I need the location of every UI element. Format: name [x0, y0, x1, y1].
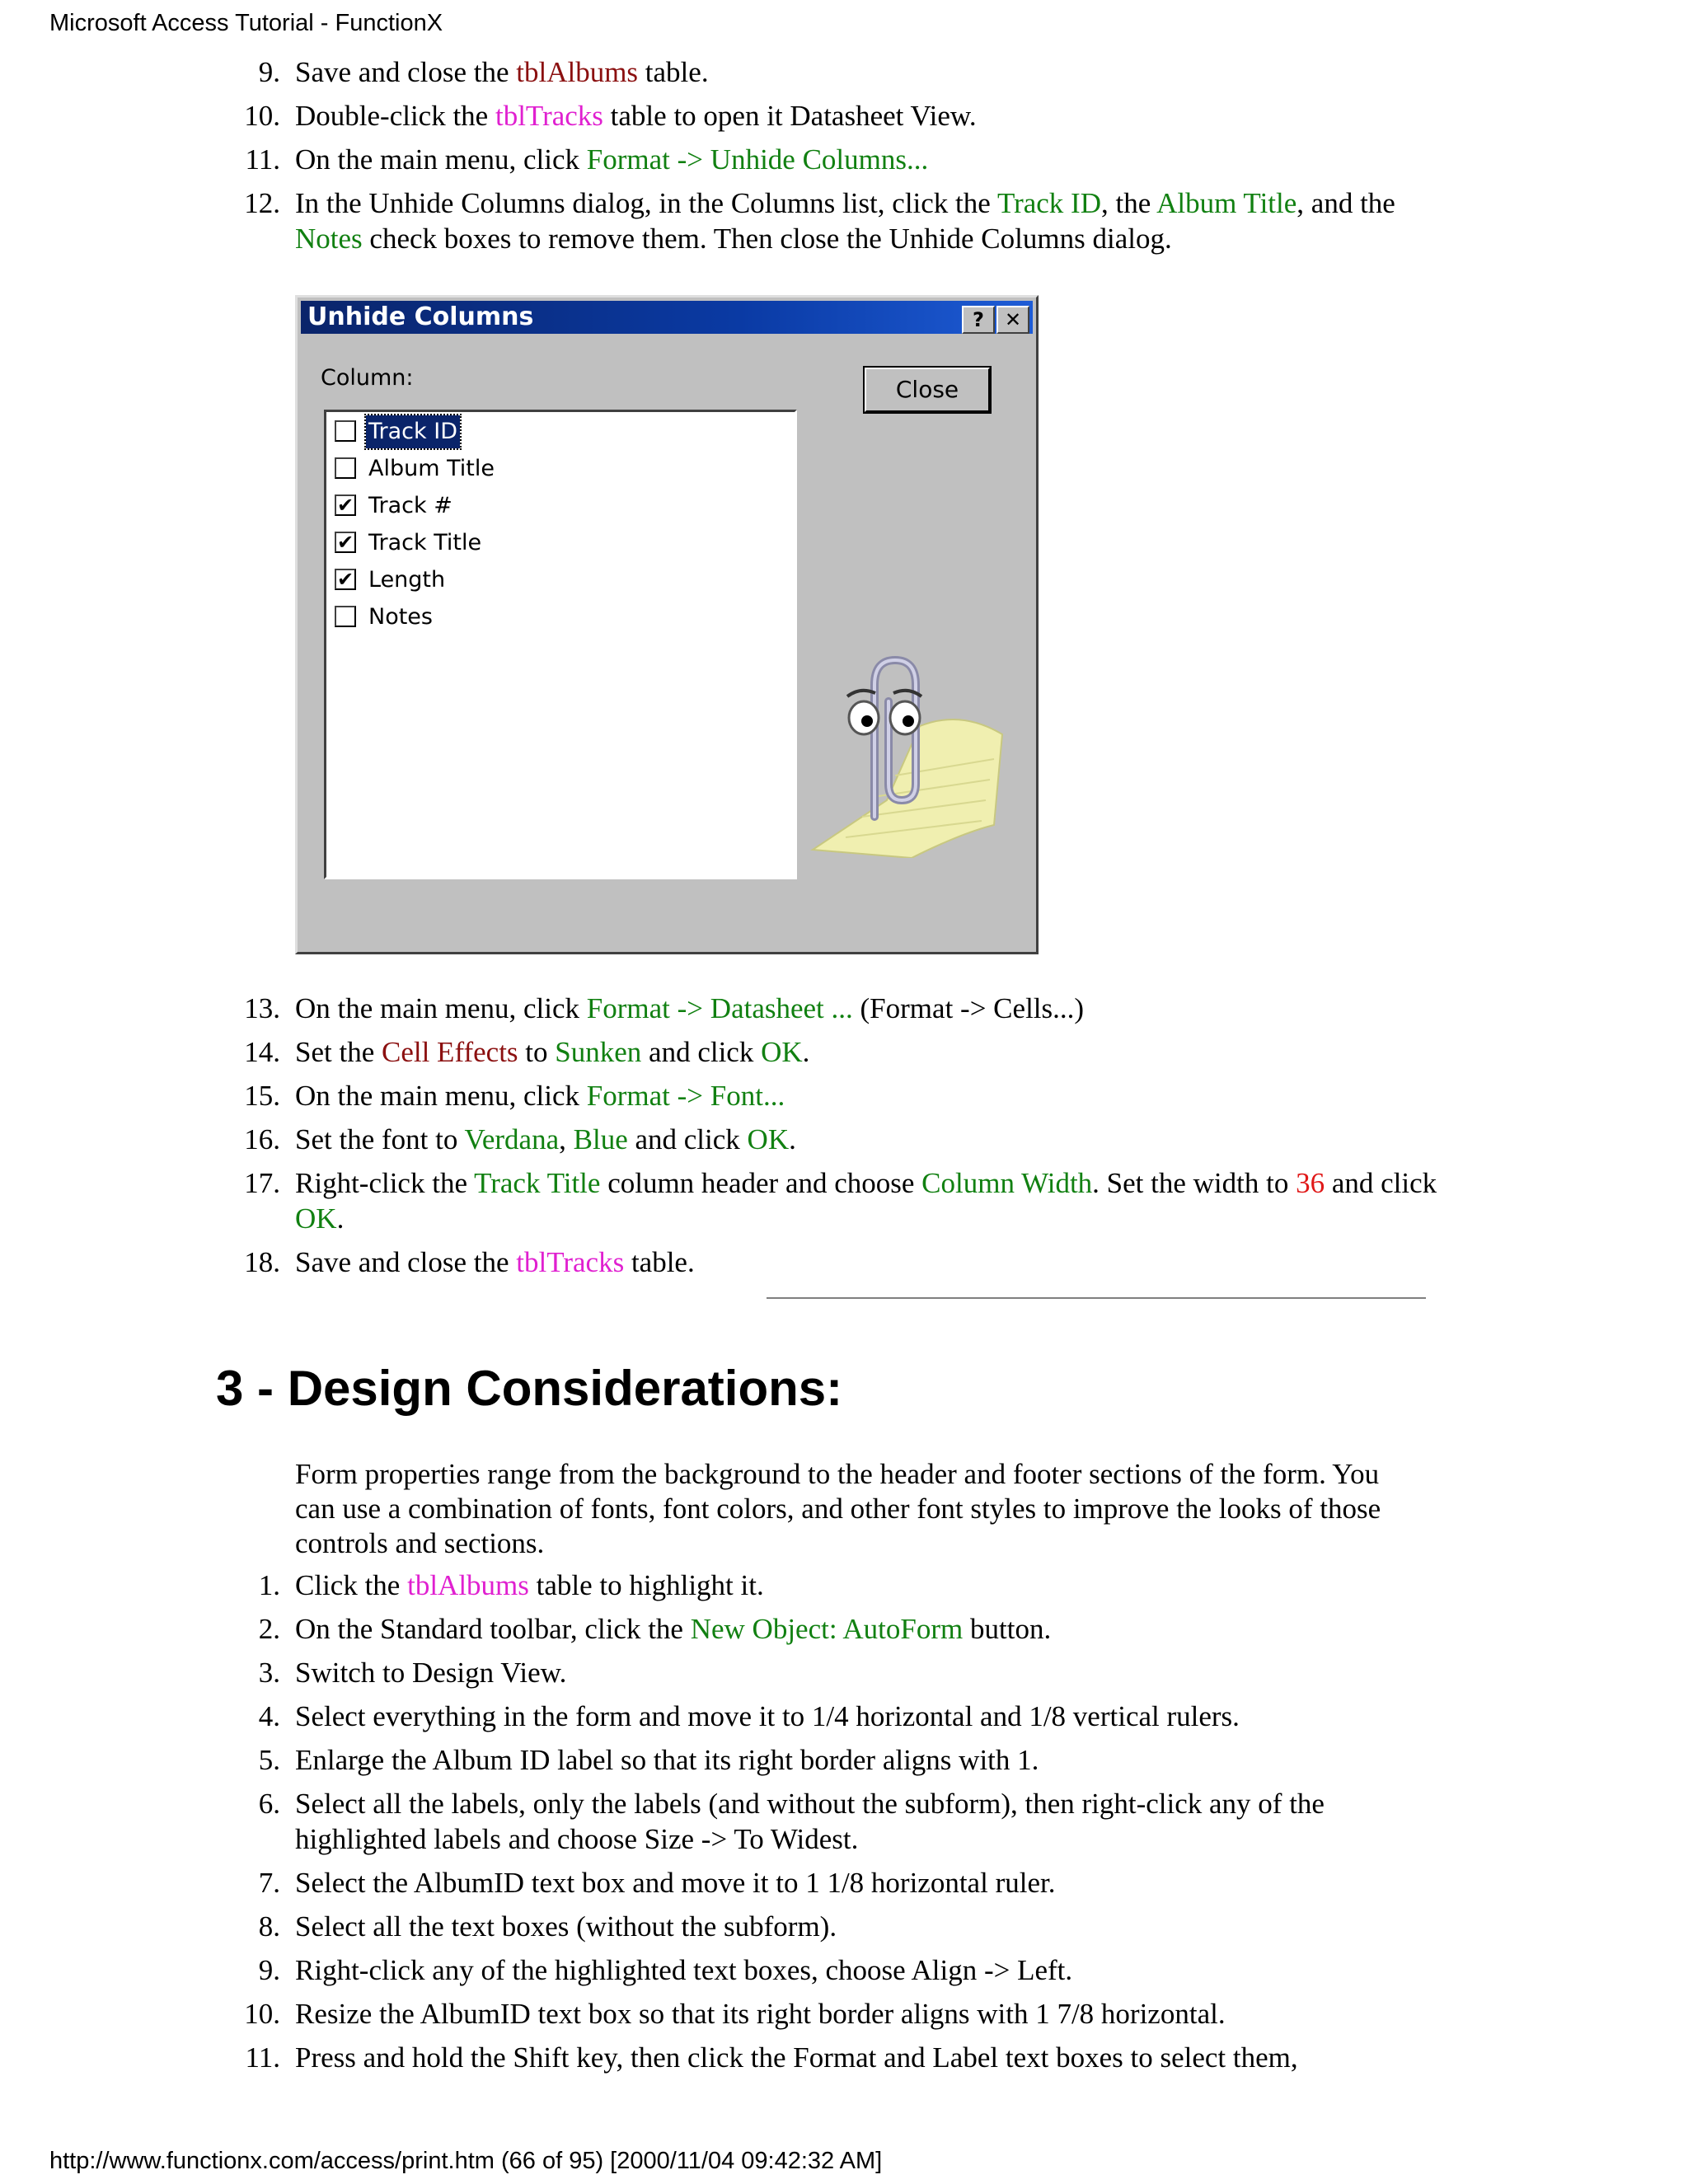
dialog-title: Unhide Columns: [307, 302, 534, 331]
step-text: Select all the labels, only the labels (and without the subform), then right-click any of the highlighted labels and choose Size -> To Widest.: [295, 1788, 1325, 1855]
column-label: Track ID: [366, 415, 460, 448]
list-number: 1.: [258, 1569, 280, 1601]
list-item: [0, 1786, 1688, 1857]
step-text: Resize the AlbumID text box so that its right border aligns with 1 7/8 horizontal.: [295, 1998, 1226, 2030]
highlighted-term: Format -> Datasheet ...: [586, 992, 853, 1024]
highlighted-term: New Object: AutoForm: [690, 1613, 964, 1645]
step-text: . Set the width to: [1092, 1167, 1296, 1199]
office-assistant-clippy-icon[interactable]: [796, 611, 1010, 858]
step-text: Select all the text boxes (without the subform).: [295, 1910, 837, 1943]
highlighted-term: Format -> Unhide Columns...: [586, 143, 929, 176]
columns-listbox[interactable]: [324, 410, 797, 879]
column-label: Column:: [321, 365, 414, 391]
list-item: [0, 1078, 1688, 1113]
list-number: 15.: [244, 1080, 280, 1112]
step-text: On the Standard toolbar, click the: [295, 1613, 691, 1645]
list-number: 12.: [244, 187, 280, 219]
highlighted-term: 36: [1296, 1167, 1325, 1199]
list-number: 11.: [245, 2041, 280, 2074]
highlighted-term: Column Width: [921, 1167, 1093, 1199]
section-heading: 3 - Design Considerations:: [216, 1361, 843, 1416]
highlighted-term: Blue: [573, 1123, 628, 1155]
list-item: [0, 185, 1688, 256]
list-item: [0, 1742, 1688, 1778]
unhide-columns-dialog: [295, 295, 1039, 954]
step-text: to: [518, 1036, 556, 1068]
list-item: [0, 1034, 1688, 1070]
highlighted-term: Notes: [295, 223, 363, 255]
list-item: [0, 1865, 1688, 1900]
list-item: [0, 2040, 1688, 2075]
step-text: table.: [624, 1246, 695, 1278]
help-icon[interactable]: ?: [962, 306, 995, 334]
list-item: [0, 54, 1688, 90]
step-text: On the main menu, click: [295, 992, 587, 1024]
column-label: Length: [368, 567, 446, 593]
list-number: 6.: [258, 1788, 280, 1820]
column-checkbox[interactable]: [335, 457, 356, 479]
list-number: 18.: [244, 1246, 280, 1278]
step-text: .: [789, 1123, 796, 1155]
list-item: [0, 1244, 1688, 1280]
step-text: Set the font to: [295, 1123, 465, 1155]
step-text: and click: [1325, 1167, 1437, 1199]
step-text: ,: [559, 1123, 574, 1155]
list-item: [0, 991, 1688, 1026]
highlighted-term: Verdana: [464, 1123, 560, 1155]
highlighted-term: tblTracks: [495, 100, 603, 132]
close-icon[interactable]: ✕: [996, 306, 1029, 334]
list-number: 9.: [258, 1954, 280, 1986]
step-text: Set the: [295, 1036, 382, 1068]
step-text: Save and close the: [295, 1246, 517, 1278]
list-number: 13.: [244, 992, 280, 1024]
step-text: and click: [641, 1036, 762, 1068]
step-text: table to open it Datasheet View.: [603, 100, 977, 132]
list-number: 3.: [258, 1657, 280, 1689]
step-text: On the main menu, click: [295, 1080, 587, 1112]
list-number: 11.: [245, 143, 280, 176]
highlighted-term: Sunken: [555, 1036, 642, 1068]
list-item: [0, 1909, 1688, 1944]
step-text: Right-click any of the highlighted text boxes, choose Align -> Left.: [295, 1954, 1073, 1986]
page-header: Microsoft Access Tutorial - FunctionX: [49, 10, 443, 36]
list-number: 14.: [244, 1036, 280, 1068]
section-intro: Form properties range from the background to the header and footer sections of the form. You can use a combination of fonts, font colors, and other font styles to improve the looks of those controls and sections.: [295, 1458, 1381, 1559]
column-label: Track #: [368, 493, 452, 518]
steps-list-3: [0, 1568, 1688, 2083]
list-item: [0, 1165, 1688, 1236]
highlighted-term: tblTracks: [516, 1246, 625, 1278]
step-text: Select everything in the form and move it to 1/4 horizontal and 1/8 vertical rulers.: [295, 1700, 1240, 1732]
step-text: , and the: [1296, 187, 1395, 219]
list-item: [0, 1952, 1688, 1988]
list-item: [0, 142, 1688, 177]
list-number: 7.: [258, 1867, 280, 1899]
list-item: [0, 1996, 1688, 2032]
step-text: Right-click the: [295, 1167, 475, 1199]
highlighted-term: Album Title: [1156, 187, 1297, 219]
list-number: 10.: [244, 100, 280, 132]
step-text: (Format -> Cells...): [852, 992, 1085, 1024]
dialog-titlebar[interactable]: [301, 301, 1033, 334]
column-label: Notes: [368, 604, 433, 630]
step-text: and click: [627, 1123, 748, 1155]
list-item: [0, 1655, 1688, 1690]
column-label: Album Title: [368, 456, 495, 481]
highlighted-term: tblAlbums: [407, 1569, 529, 1601]
list-item: [0, 1699, 1688, 1734]
page-footer: http://www.functionx.com/access/print.htm (66 of 95) [2000/11/04 09:42:32 AM]: [49, 2148, 883, 2174]
list-number: 5.: [258, 1744, 280, 1776]
step-text: On the main menu, click: [295, 143, 587, 176]
step-text: Select the AlbumID text box and move it to 1 1/8 horizontal ruler.: [295, 1867, 1056, 1899]
list-item: [0, 1611, 1688, 1647]
steps-list-2: [0, 991, 1688, 1288]
list-item: [0, 98, 1688, 134]
step-text: In the Unhide Columns dialog, in the Columns list, click the: [295, 187, 997, 219]
list-number: 4.: [258, 1700, 280, 1732]
highlighted-term: OK: [747, 1123, 790, 1155]
step-text: table.: [638, 56, 709, 88]
highlighted-term: Format -> Font...: [586, 1080, 785, 1112]
highlighted-term: OK: [761, 1036, 803, 1068]
column-checkbox[interactable]: [335, 420, 356, 442]
step-text: .: [802, 1036, 810, 1068]
step-text: Press and hold the Shift key, then click the Format and Label text boxes to select them,: [295, 2041, 1298, 2074]
column-checkbox[interactable]: ✔: [335, 494, 356, 516]
step-text: button.: [963, 1613, 1052, 1645]
list-item: [0, 1568, 1688, 1603]
column-checkbox[interactable]: ✔: [335, 532, 356, 553]
step-text: table to highlight it.: [528, 1569, 764, 1601]
list-number: 2.: [258, 1613, 280, 1645]
step-text: Click the: [295, 1569, 408, 1601]
column-checkbox[interactable]: [335, 606, 356, 627]
highlighted-term: OK: [295, 1202, 337, 1235]
close-button[interactable]: Close: [864, 367, 991, 413]
list-number: 17.: [244, 1167, 280, 1199]
step-text: Save and close the: [295, 56, 517, 88]
section-divider: [767, 1297, 1426, 1300]
highlighted-term: tblAlbums: [516, 56, 639, 88]
step-text: column header and choose: [600, 1167, 922, 1199]
step-text: Enlarge the Album ID label so that its right border aligns with 1.: [295, 1744, 1039, 1776]
list-number: 10.: [244, 1998, 280, 2030]
list-number: 16.: [244, 1123, 280, 1155]
steps-list-1: [0, 54, 1688, 265]
step-text: .: [336, 1202, 345, 1235]
highlighted-term: Track ID: [996, 187, 1101, 219]
step-text: Double-click the: [295, 100, 495, 132]
step-text: , the: [1101, 187, 1157, 219]
step-text: check boxes to remove them. Then close the Unhide Columns dialog.: [362, 223, 1172, 255]
highlighted-term: Cell Effects: [381, 1036, 518, 1068]
list-number: 8.: [258, 1910, 280, 1943]
column-label: Track Title: [368, 530, 482, 555]
list-item: [0, 1122, 1688, 1157]
column-checkbox[interactable]: ✔: [335, 569, 356, 590]
list-number: 9.: [258, 56, 280, 88]
step-text: Switch to Design View.: [295, 1657, 567, 1689]
highlighted-term: Track Title: [474, 1167, 601, 1199]
